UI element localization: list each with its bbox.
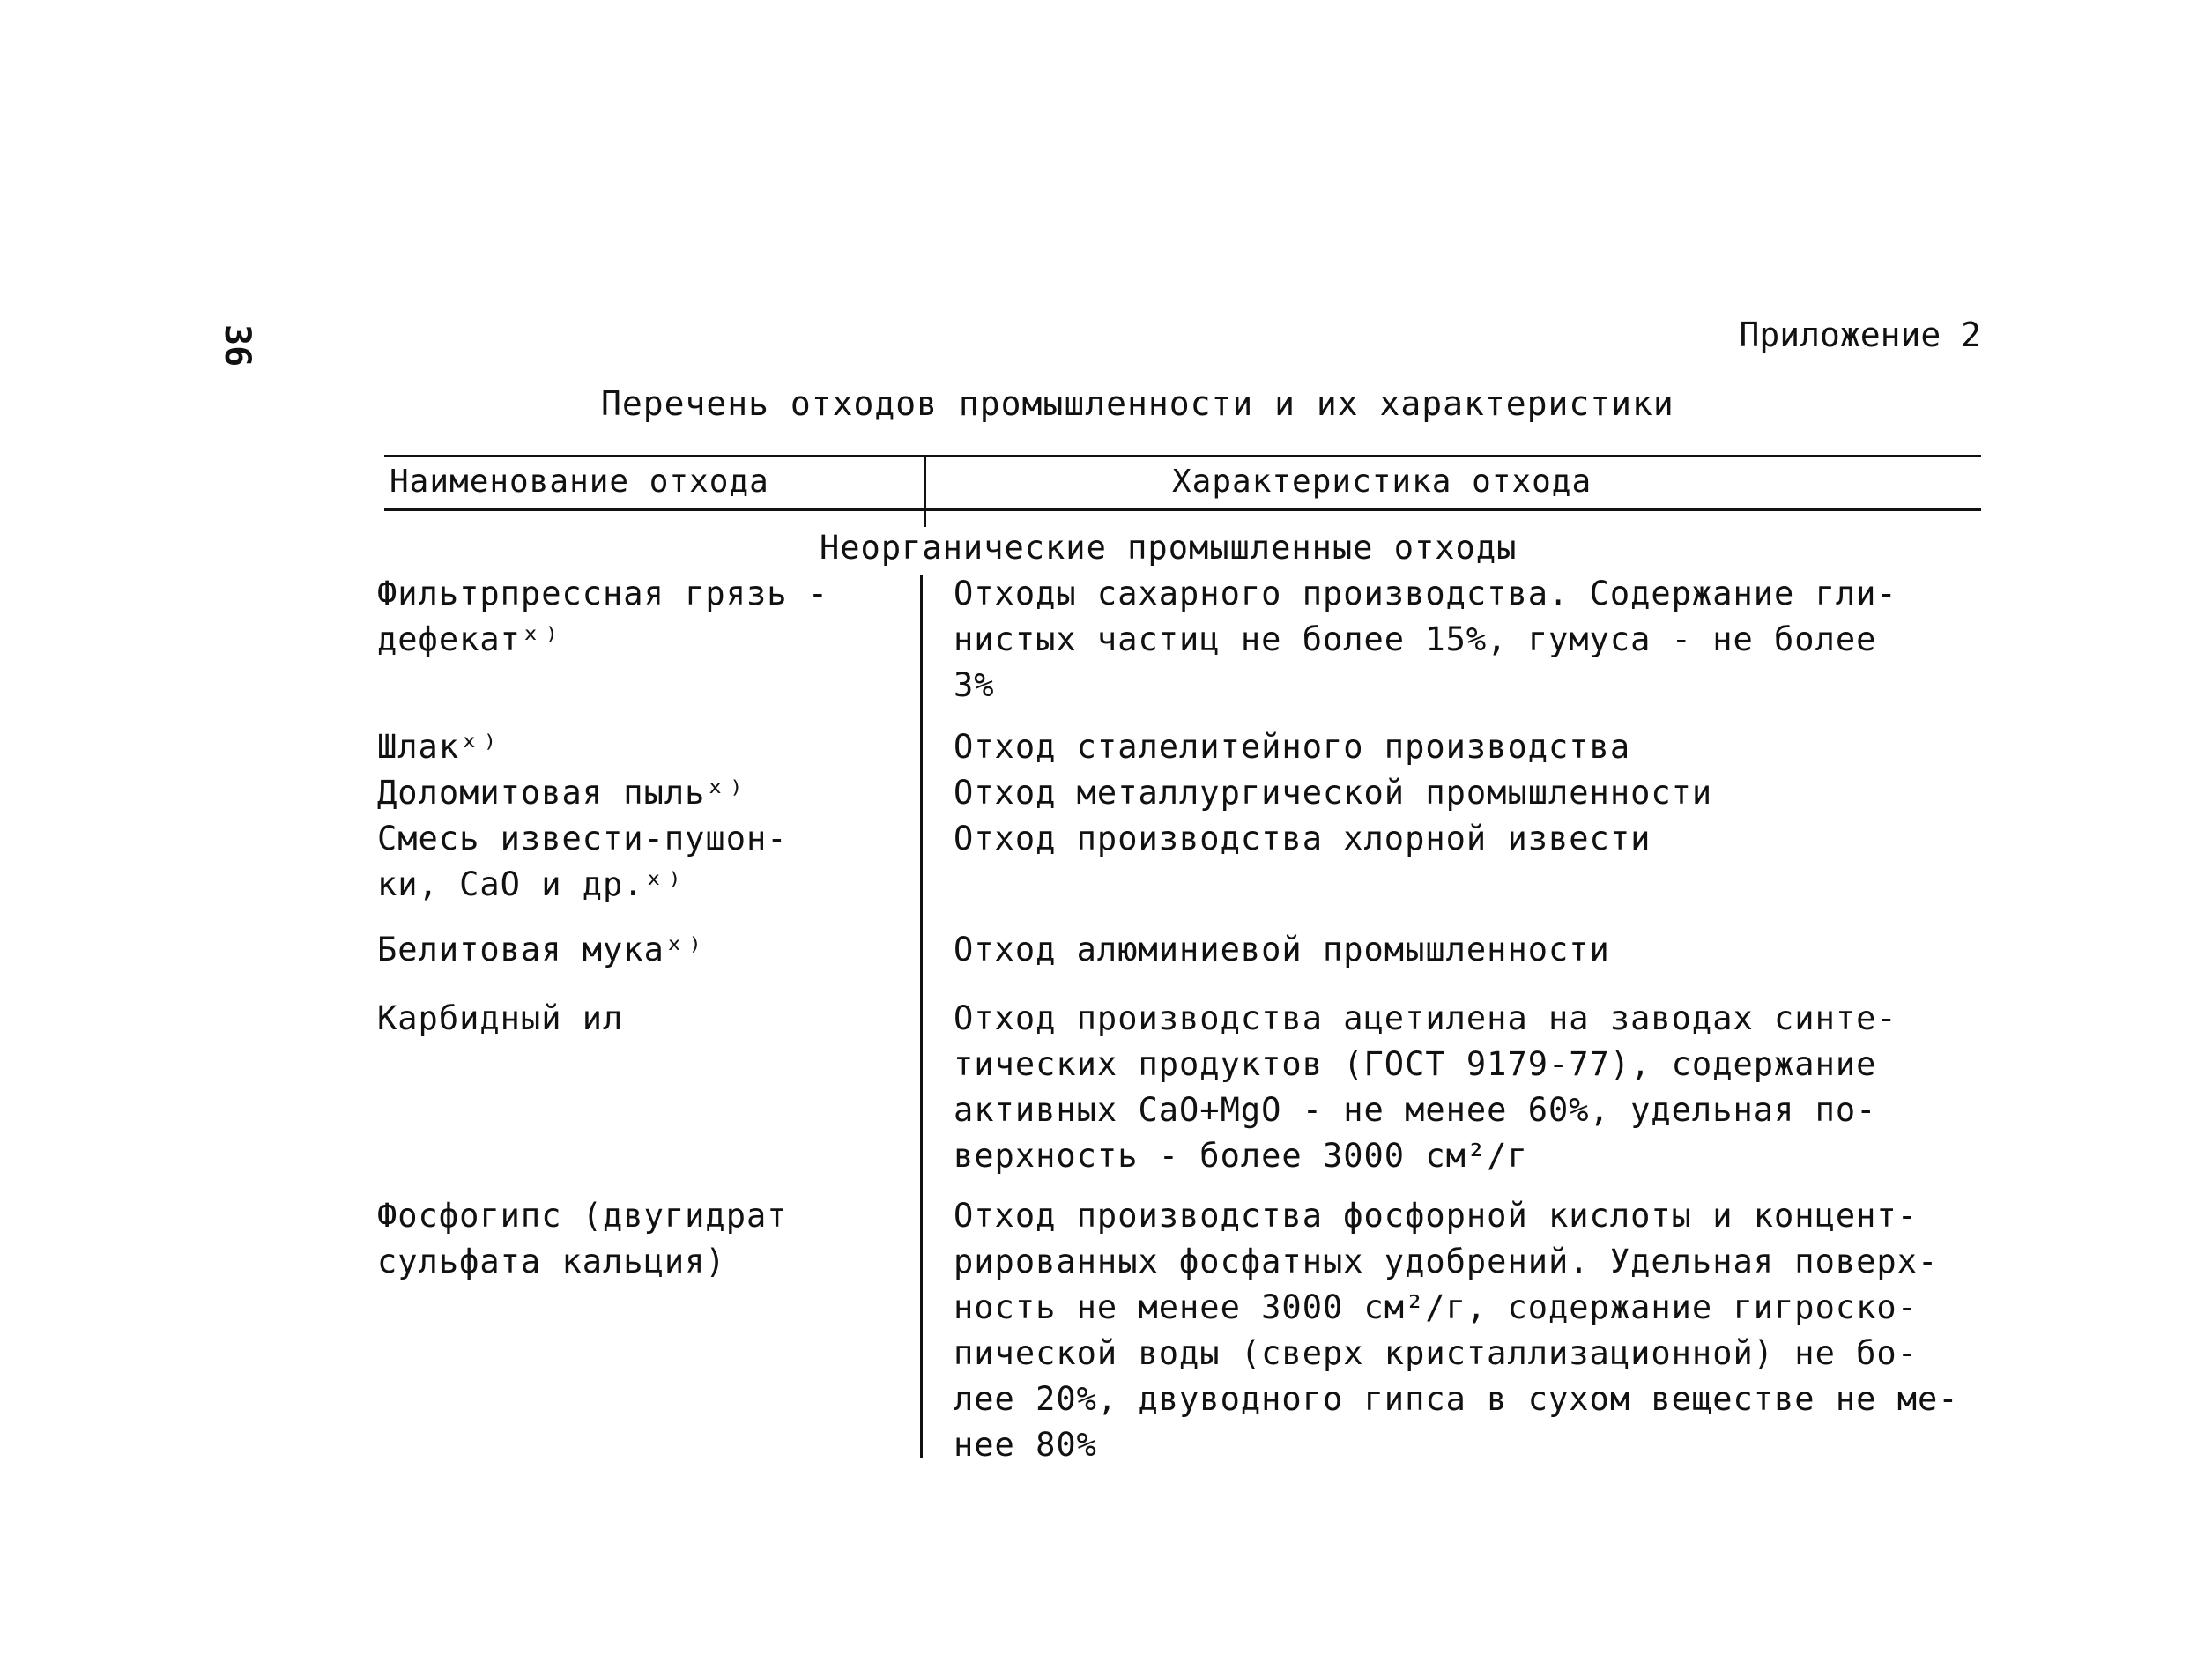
waste-name-cell: Карбидный ил — [377, 999, 624, 1037]
waste-characteristic-cell: Отход алюминиевой промышленности — [954, 931, 1610, 969]
table-header-rule — [384, 508, 1981, 511]
waste-characteristic-cell: Отход производства ацетилена на заводах синте- тических продуктов (ГОСТ 9179-77), содержание активных CaO+MgO - не менее 60%, удельная по- верхность - более 3000 см²/г — [954, 999, 1897, 1175]
waste-characteristic-cell: Отходы сахарного производства. Содержание гли- нистых частиц не более 15%, гумуса - не более 3% — [954, 575, 1897, 704]
table-top-rule — [384, 455, 1981, 457]
waste-name-cell: Белитовая мукаˣ⁾ — [377, 931, 706, 969]
waste-characteristic-cell: Отход производства фосфорной кислоты и концент- рированных фосфатных удобрений. Удельная поверх- ность не менее 3000 см²/г, содержание гигроско- пической воды (сверх кристаллизационной) не бо- лее 20%, двуводного гипса в сухом веществе не ме- нее 80% — [954, 1197, 1959, 1464]
waste-name-cell: Шлакˣ⁾ — [377, 728, 501, 766]
waste-characteristic-cell: Отход металлургической промышленности — [954, 774, 1713, 812]
appendix-label: Приложение 2 — [1739, 315, 1981, 354]
page-number: 36 — [217, 324, 257, 367]
body-column-divider — [920, 575, 923, 1458]
waste-name-cell: Доломитовая пыльˣ⁾ — [377, 774, 746, 812]
section-title: Неорганические промышленные отходы — [820, 529, 1518, 567]
waste-characteristic-cell: Отход производства хлорной извести — [954, 820, 1652, 857]
waste-characteristic-cell: Отход сталелитейного производства — [954, 728, 1631, 766]
document-title: Перечень отходов промышленности и их характеристики — [601, 384, 1674, 423]
header-column-divider — [924, 456, 926, 527]
header-waste-name: Наименование отхода — [390, 464, 769, 500]
waste-name-cell: Смесь извести-пушон- ки, CaO и др.ˣ⁾ — [377, 820, 788, 903]
header-waste-characteristic: Характеристика отхода — [1172, 464, 1592, 500]
waste-name-cell: Фильтрпрессная грязь - дефекатˣ⁾ — [377, 575, 829, 658]
waste-name-cell: Фосфогипс (двугидрат сульфата кальция) — [377, 1197, 788, 1280]
